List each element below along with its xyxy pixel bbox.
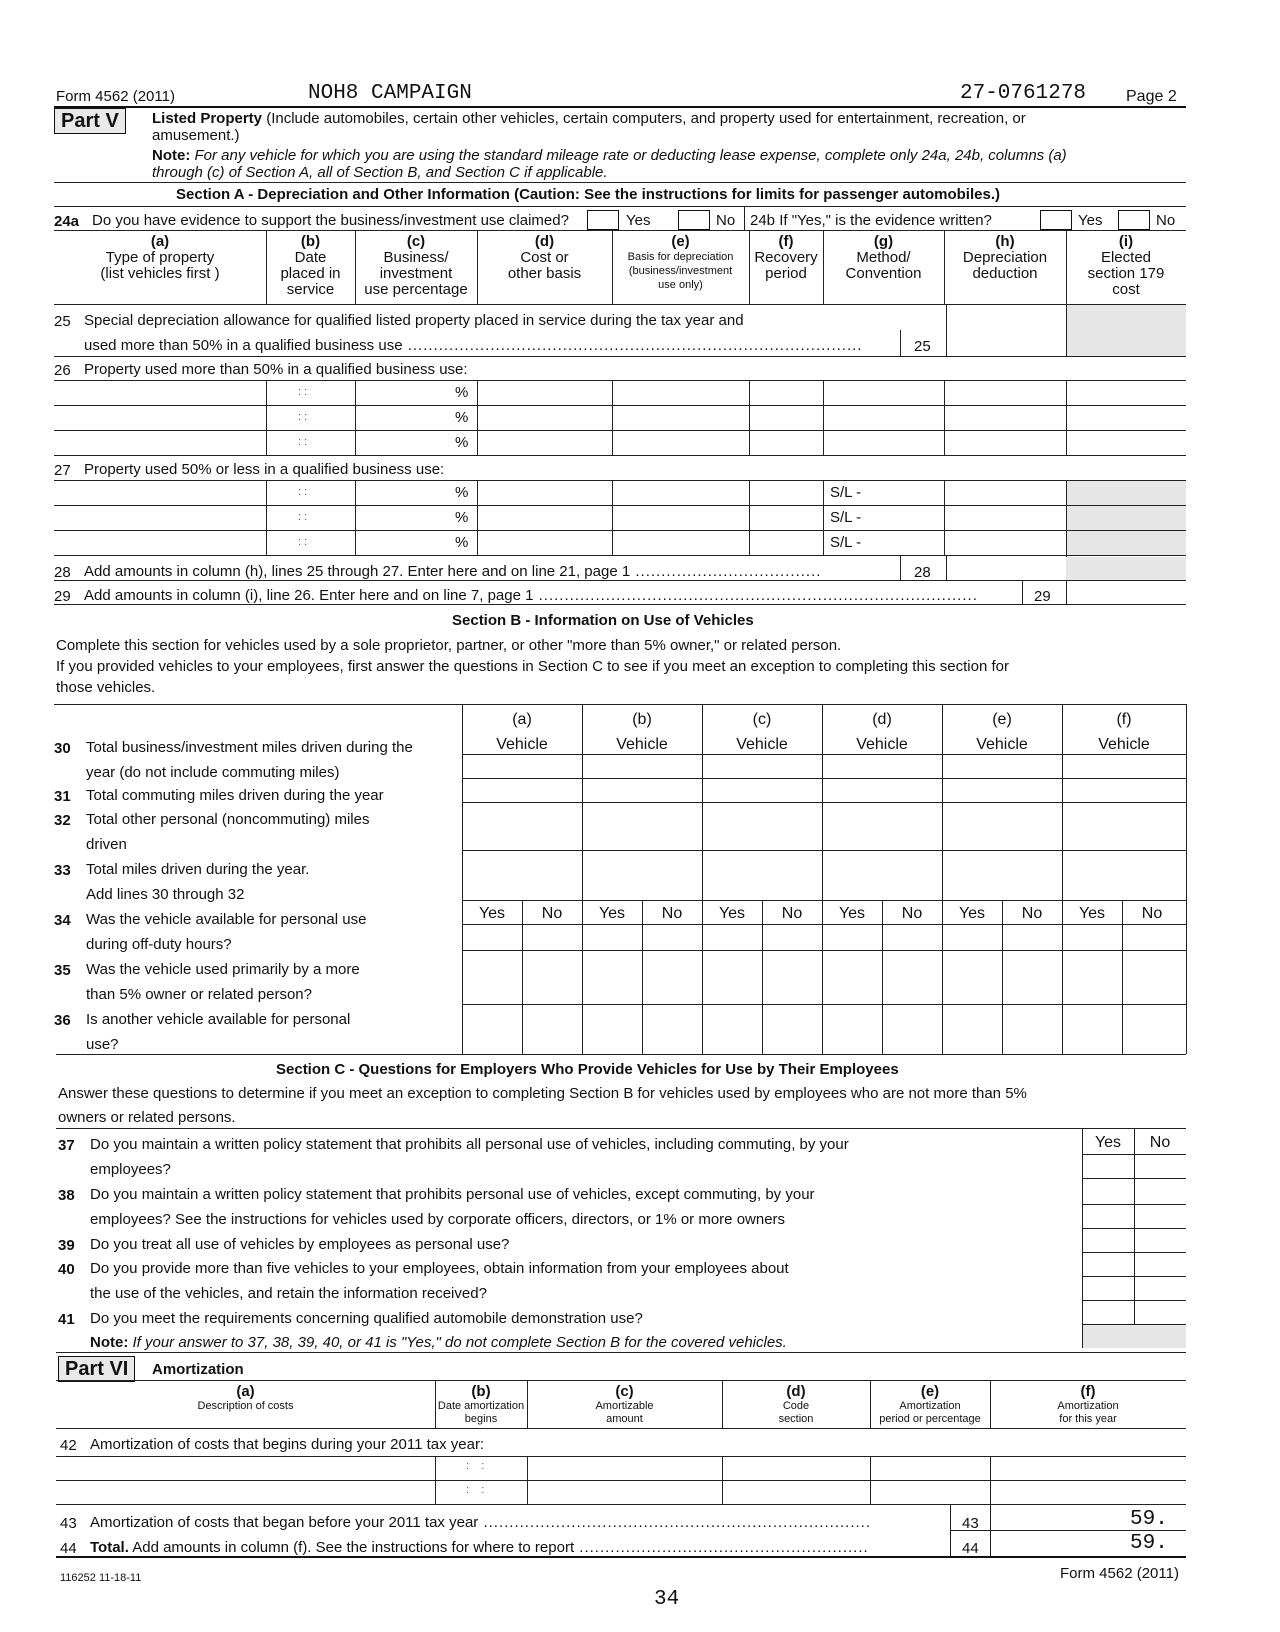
vehicle-col-5-label: Vehicle bbox=[1098, 736, 1150, 753]
section-a-col-1-line2: placed in bbox=[280, 265, 341, 282]
line-27-row-1-percent: % bbox=[455, 484, 469, 501]
vehicle-1-no-header: No bbox=[661, 905, 683, 922]
line-26-row-1-date-separators: : : bbox=[298, 386, 308, 398]
line-27-row-3-date-separators: : : bbox=[298, 536, 308, 548]
footer-code: 116252 11-18-11 bbox=[60, 1572, 142, 1584]
line-44-box-label: 44 bbox=[962, 1540, 979, 1557]
section-a-col-3-letter: (d) bbox=[534, 233, 555, 250]
section-b-intro-3: those vehicles. bbox=[56, 679, 156, 696]
section-a-col-6-letter: (g) bbox=[873, 233, 894, 250]
vehicle-col-4-label: Vehicle bbox=[976, 736, 1028, 753]
line-40-no-cell[interactable] bbox=[1135, 1279, 1186, 1301]
line-39-number: 39 bbox=[58, 1237, 75, 1254]
form-name: Form 4562 (2011) bbox=[56, 88, 175, 105]
line-27-row-2-date-separators: : : bbox=[298, 511, 308, 523]
line-25-number: 25 bbox=[54, 313, 71, 330]
line-29-number: 29 bbox=[54, 588, 71, 605]
line-41-question: Do you meet the requirements concerning qualified automobile demonstration use? bbox=[90, 1310, 643, 1327]
part-6-col-5-letter: (f) bbox=[1080, 1383, 1096, 1400]
line-38-question-continued: employees? See the instructions for vehicles used by corporate officers, directors, or 1% or more owners bbox=[90, 1211, 786, 1228]
section-a-title: Section A - Depreciation and Other Information (Caution: See the instructions for limits for passenger automobiles.) bbox=[176, 186, 1000, 203]
part-6-col-2-letter: (c) bbox=[615, 1383, 634, 1400]
line-36-text-continued: use? bbox=[86, 1036, 119, 1053]
line-27-row-1-date-separators: : : bbox=[298, 486, 308, 498]
section-a-col-5-line2: period bbox=[765, 265, 807, 282]
section-a-col-3-line1: Cost or bbox=[520, 249, 569, 266]
line-25-text-continued: used more than 50% in a qualified business use ........................................................................................ bbox=[84, 337, 863, 354]
part-6-col-1-letter: (b) bbox=[471, 1383, 491, 1400]
line-30-text: Total business/investment miles driven during the bbox=[86, 739, 413, 756]
line-32-number: 32 bbox=[54, 812, 71, 829]
part-5-note-continued: through (c) of Section A, all of Section B, and Section C if applicable. bbox=[152, 164, 608, 181]
section-b-intro-1: Complete this section for vehicles used by a sole proprietor, partner, or other "more than 5% owner," or related person. bbox=[56, 637, 842, 654]
section-a-col-0-letter: (a) bbox=[150, 233, 170, 250]
vehicle-5-no-header: No bbox=[1141, 905, 1163, 922]
vehicle-col-4-letter: (e) bbox=[992, 711, 1012, 728]
vehicle-col-0-letter: (a) bbox=[512, 711, 532, 728]
section-a-col-8-letter: (i) bbox=[1118, 233, 1134, 250]
line-26-row-2-date-separators: : : bbox=[298, 411, 308, 423]
section-a-col-2-line2: investment bbox=[379, 265, 453, 282]
line-33-text-continued: Add lines 30 through 32 bbox=[86, 886, 245, 903]
line-27-number: 27 bbox=[54, 462, 71, 479]
line-37-question: Do you maintain a written policy statement that prohibits all personal use of vehicles, including commuting, by your bbox=[90, 1136, 849, 1153]
vehicle-5-yes-header: Yes bbox=[1078, 905, 1106, 922]
section-a-col-1-letter: (b) bbox=[300, 233, 321, 250]
line-24b-no-label: No bbox=[1156, 212, 1176, 229]
line-41-yes-cell[interactable] bbox=[1083, 1310, 1134, 1332]
section-a-col-7-letter: (h) bbox=[995, 233, 1015, 250]
line-24a-no-checkbox[interactable] bbox=[678, 210, 710, 230]
line-28-number: 28 bbox=[54, 564, 71, 581]
vehicle-col-5-letter: (f) bbox=[1116, 711, 1132, 728]
line-24a-yes-checkbox[interactable] bbox=[587, 210, 619, 230]
line-44-text: Total. Add amounts in column (f). See the instructions for where to report ........................................................ bbox=[90, 1539, 869, 1556]
line-34-text: Was the vehicle available for personal use bbox=[86, 911, 367, 928]
section-a-col-6-line1: Method/ bbox=[856, 249, 911, 266]
section-a-col-5-letter: (f) bbox=[778, 233, 794, 250]
line-24b-question: 24b If "Yes," is the evidence written? bbox=[750, 212, 992, 229]
line-27-row-3-percent: % bbox=[455, 534, 469, 551]
section-c-yes-header: Yes bbox=[1094, 1134, 1122, 1151]
part-6-col-1-line1: Date amortization bbox=[437, 1400, 525, 1412]
part-6-col-3-line1: Code bbox=[782, 1400, 810, 1412]
line-26-number: 26 bbox=[54, 362, 71, 379]
section-b-title: Section B - Information on Use of Vehicles bbox=[452, 612, 754, 629]
line-39-yes-cell[interactable] bbox=[1083, 1236, 1134, 1258]
vehicle-0-no-header: No bbox=[541, 905, 563, 922]
part-5-label: Part V bbox=[54, 108, 126, 134]
part-6-col-5-line1: Amortization bbox=[1057, 1400, 1119, 1412]
line-37-question-continued: employees? bbox=[90, 1161, 171, 1178]
line-35-text-continued: than 5% owner or related person? bbox=[86, 986, 312, 1003]
part-5-title-continued: amusement.) bbox=[152, 127, 240, 144]
line-30-text-continued: year (do not include commuting miles) bbox=[86, 764, 340, 781]
line-32-text-continued: driven bbox=[86, 836, 127, 853]
line-26-row-1-percent: % bbox=[455, 384, 469, 401]
line-31-number: 31 bbox=[54, 788, 71, 805]
vehicle-col-0-label: Vehicle bbox=[496, 736, 548, 753]
line-24a-no-label: No bbox=[716, 212, 736, 229]
line-27-row-2-percent: % bbox=[455, 509, 469, 526]
vehicle-1-yes-header: Yes bbox=[598, 905, 626, 922]
section-c-intro-2: owners or related persons. bbox=[58, 1109, 236, 1126]
vehicle-col-3-label: Vehicle bbox=[856, 736, 908, 753]
line-36-text: Is another vehicle available for personal bbox=[86, 1011, 351, 1028]
line-29-box-label: 29 bbox=[1034, 588, 1051, 605]
line-31-text: Total commuting miles driven during the year bbox=[86, 787, 384, 804]
page-number: 34 bbox=[654, 1588, 680, 1611]
line-44-value: 59. bbox=[1130, 1532, 1168, 1555]
part-6-col-0-line1: Description of costs bbox=[197, 1400, 294, 1412]
vehicle-col-1-label: Vehicle bbox=[616, 736, 668, 753]
line-40-question-continued: the use of the vehicles, and retain the information received? bbox=[90, 1285, 487, 1302]
employer-id-number: 27-0761278 bbox=[960, 82, 1087, 105]
organization-name: NOH8 CAMPAIGN bbox=[308, 82, 472, 105]
part-5-note: Note: For any vehicle for which you are using the standard mileage rate or deducting lease expense, complete only 24a, 24b, columns (a) bbox=[152, 147, 1067, 164]
section-a-col-0-line2: (list vehicles first ) bbox=[100, 265, 220, 282]
line-24b-no-checkbox[interactable] bbox=[1118, 210, 1150, 230]
section-a-col-2-letter: (c) bbox=[406, 233, 426, 250]
section-a-col-7-line2: deduction bbox=[972, 265, 1038, 282]
section-c-note: Note: If your answer to 37, 38, 39, 40, or 41 is "Yes," do not complete Section B for the covered vehicles. bbox=[90, 1334, 787, 1351]
part-6-col-4-line1: Amortization bbox=[899, 1400, 961, 1412]
line-38-no-cell[interactable] bbox=[1135, 1205, 1186, 1227]
section-a-col-8-line3: cost bbox=[1112, 281, 1140, 298]
line-25-text: Special depreciation allowance for qualified listed property placed in service during the tax year and bbox=[84, 312, 744, 329]
part-6-col-1-line2: begins bbox=[464, 1413, 498, 1425]
line-43-text: Amortization of costs that began before your 2011 tax year ........................................................................... bbox=[90, 1514, 872, 1531]
line-37-yes-cell[interactable] bbox=[1083, 1155, 1134, 1177]
line-35-number: 35 bbox=[54, 962, 71, 979]
part-6-col-5-line2: for this year bbox=[1059, 1413, 1117, 1425]
footer-form-label: Form 4562 (2011) bbox=[1060, 1565, 1179, 1582]
vehicle-4-yes-header: Yes bbox=[958, 905, 986, 922]
vehicle-0-yes-header: Yes bbox=[478, 905, 506, 922]
section-b-intro-2: If you provided vehicles to your employees, first answer the questions in Section C to see if you meet an exception to completing this section for bbox=[56, 658, 1009, 675]
line-24a-question: Do you have evidence to support the business/investment use claimed? bbox=[92, 212, 569, 229]
part-6-col-4-letter: (e) bbox=[920, 1383, 940, 1400]
vehicle-3-no-header: No bbox=[901, 905, 923, 922]
section-a-col-0-line1: Type of property bbox=[105, 249, 215, 266]
part-6-col-4-line2: period or percentage bbox=[879, 1413, 981, 1425]
part-6-col-0-letter: (a) bbox=[236, 1383, 255, 1400]
part-6-col-3-line2: section bbox=[778, 1413, 814, 1425]
line-24b-yes-label: Yes bbox=[1078, 212, 1103, 229]
part-6-col-2-line2: amount bbox=[606, 1413, 643, 1425]
line-37-no-cell[interactable] bbox=[1135, 1155, 1186, 1177]
part-6-title: Amortization bbox=[152, 1361, 244, 1378]
line-40-question: Do you provide more than five vehicles to your employees, obtain information from your employees about bbox=[90, 1260, 789, 1277]
part-6-col-3-letter: (d) bbox=[786, 1383, 806, 1400]
line-26-row-3-date-separators: : : bbox=[298, 436, 308, 448]
section-a-col-1-line3: service bbox=[286, 281, 335, 298]
line-28-text: Add amounts in column (h), lines 25 through 27. Enter here and on line 21, page 1 .................................... bbox=[84, 563, 822, 580]
line-38-question: Do you maintain a written policy statement that prohibits personal use of vehicles, except commuting, by your bbox=[90, 1186, 815, 1203]
vehicle-col-2-label: Vehicle bbox=[736, 736, 788, 753]
part-5-title: Listed Property (Include automobiles, certain other vehicles, certain computers, and property used for entertainment, recreation, or bbox=[152, 110, 1026, 127]
section-a-col-2-line1: Business/ bbox=[383, 249, 449, 266]
line-28-box-label: 28 bbox=[914, 564, 931, 581]
section-a-col-4-line3: use only) bbox=[658, 279, 703, 291]
line-36-number: 36 bbox=[54, 1012, 71, 1029]
line-34-number: 34 bbox=[54, 912, 71, 929]
line-40-yes-cell[interactable] bbox=[1083, 1279, 1134, 1301]
line-26-row-2-percent: % bbox=[455, 409, 469, 426]
line-33-number: 33 bbox=[54, 862, 71, 879]
section-c-no-header: No bbox=[1149, 1134, 1171, 1151]
section-a-col-4-line1: Basis for depreciation bbox=[627, 251, 734, 263]
line-42-date-separators-2: : : bbox=[466, 1484, 485, 1496]
section-a-col-8-line1: Elected bbox=[1100, 249, 1152, 266]
line-39-no-cell[interactable] bbox=[1135, 1236, 1186, 1258]
line-29-text: Add amounts in column (i), line 26. Enter here and on line 7, page 1 ..................................................................................... bbox=[84, 587, 978, 604]
line-34-text-continued: during off-duty hours? bbox=[86, 936, 232, 953]
line-39-question: Do you treat all use of vehicles by employees as personal use? bbox=[90, 1236, 510, 1253]
line-42-text: Amortization of costs that begins during your 2011 tax year: bbox=[90, 1436, 485, 1453]
section-a-col-4-line2: (business/investment bbox=[628, 265, 733, 277]
section-c-title: Section C - Questions for Employers Who Provide Vehicles for Use by Their Employees bbox=[276, 1061, 899, 1078]
part-6-col-2-line1: Amortizable bbox=[595, 1400, 654, 1412]
line-40-number: 40 bbox=[58, 1261, 75, 1278]
line-42-number: 42 bbox=[60, 1437, 77, 1454]
line-27-row-2-sl-method: S/L - bbox=[830, 509, 862, 526]
line-24a-number: 24a bbox=[54, 213, 80, 230]
line-43-number: 43 bbox=[60, 1515, 77, 1532]
section-a-col-6-line2: Convention bbox=[845, 265, 922, 282]
vehicle-2-yes-header: Yes bbox=[718, 905, 746, 922]
line-27-text: Property used 50% or less in a qualified business use: bbox=[84, 461, 445, 478]
line-43-value: 59. bbox=[1130, 1508, 1168, 1531]
section-a-col-3-line2: other basis bbox=[507, 265, 582, 282]
line-27-row-3-sl-method: S/L - bbox=[830, 534, 862, 551]
section-a-col-4-letter: (e) bbox=[671, 233, 690, 250]
line-26-text: Property used more than 50% in a qualified business use: bbox=[84, 361, 468, 378]
line-35-text: Was the vehicle used primarily by a more bbox=[86, 961, 360, 978]
line-24b-yes-checkbox[interactable] bbox=[1040, 210, 1072, 230]
line-26-row-3-percent: % bbox=[455, 434, 469, 451]
line-42-date-separators: : : bbox=[466, 1460, 485, 1472]
line-30-number: 30 bbox=[54, 740, 71, 757]
section-a-col-2-line3: use percentage bbox=[364, 281, 468, 298]
vehicle-col-3-letter: (d) bbox=[872, 711, 892, 728]
section-a-col-8-line2: section 179 bbox=[1087, 265, 1165, 282]
line-33-text: Total miles driven during the year. bbox=[86, 861, 310, 878]
line-24a-yes-label: Yes bbox=[626, 212, 651, 229]
page-label: Page 2 bbox=[1126, 88, 1177, 105]
line-32-text: Total other personal (noncommuting) miles bbox=[86, 811, 370, 828]
vehicle-3-yes-header: Yes bbox=[838, 905, 866, 922]
part-6-label: Part VI bbox=[58, 1356, 135, 1382]
vehicle-col-1-letter: (b) bbox=[632, 711, 652, 728]
section-a-col-7-line1: Depreciation bbox=[962, 249, 1048, 266]
vehicle-col-2-letter: (c) bbox=[752, 711, 772, 728]
line-38-yes-cell[interactable] bbox=[1083, 1205, 1134, 1227]
section-a-col-1-line1: Date bbox=[294, 249, 327, 266]
line-38-number: 38 bbox=[58, 1187, 75, 1204]
line-27-row-1-sl-method: S/L - bbox=[830, 484, 862, 501]
line-43-box-label: 43 bbox=[962, 1515, 979, 1532]
line-41-no-cell[interactable] bbox=[1135, 1310, 1186, 1332]
section-c-intro-1: Answer these questions to determine if you meet an exception to completing Section B for vehicles used by employees who are not more than 5% bbox=[58, 1085, 1027, 1102]
line-25-box-label: 25 bbox=[914, 338, 931, 355]
line-44-number: 44 bbox=[60, 1540, 77, 1557]
vehicle-4-no-header: No bbox=[1021, 905, 1043, 922]
line-37-number: 37 bbox=[58, 1137, 75, 1154]
section-a-col-5-line1: Recovery bbox=[754, 249, 818, 266]
vehicle-2-no-header: No bbox=[781, 905, 803, 922]
line-41-number: 41 bbox=[58, 1311, 75, 1328]
